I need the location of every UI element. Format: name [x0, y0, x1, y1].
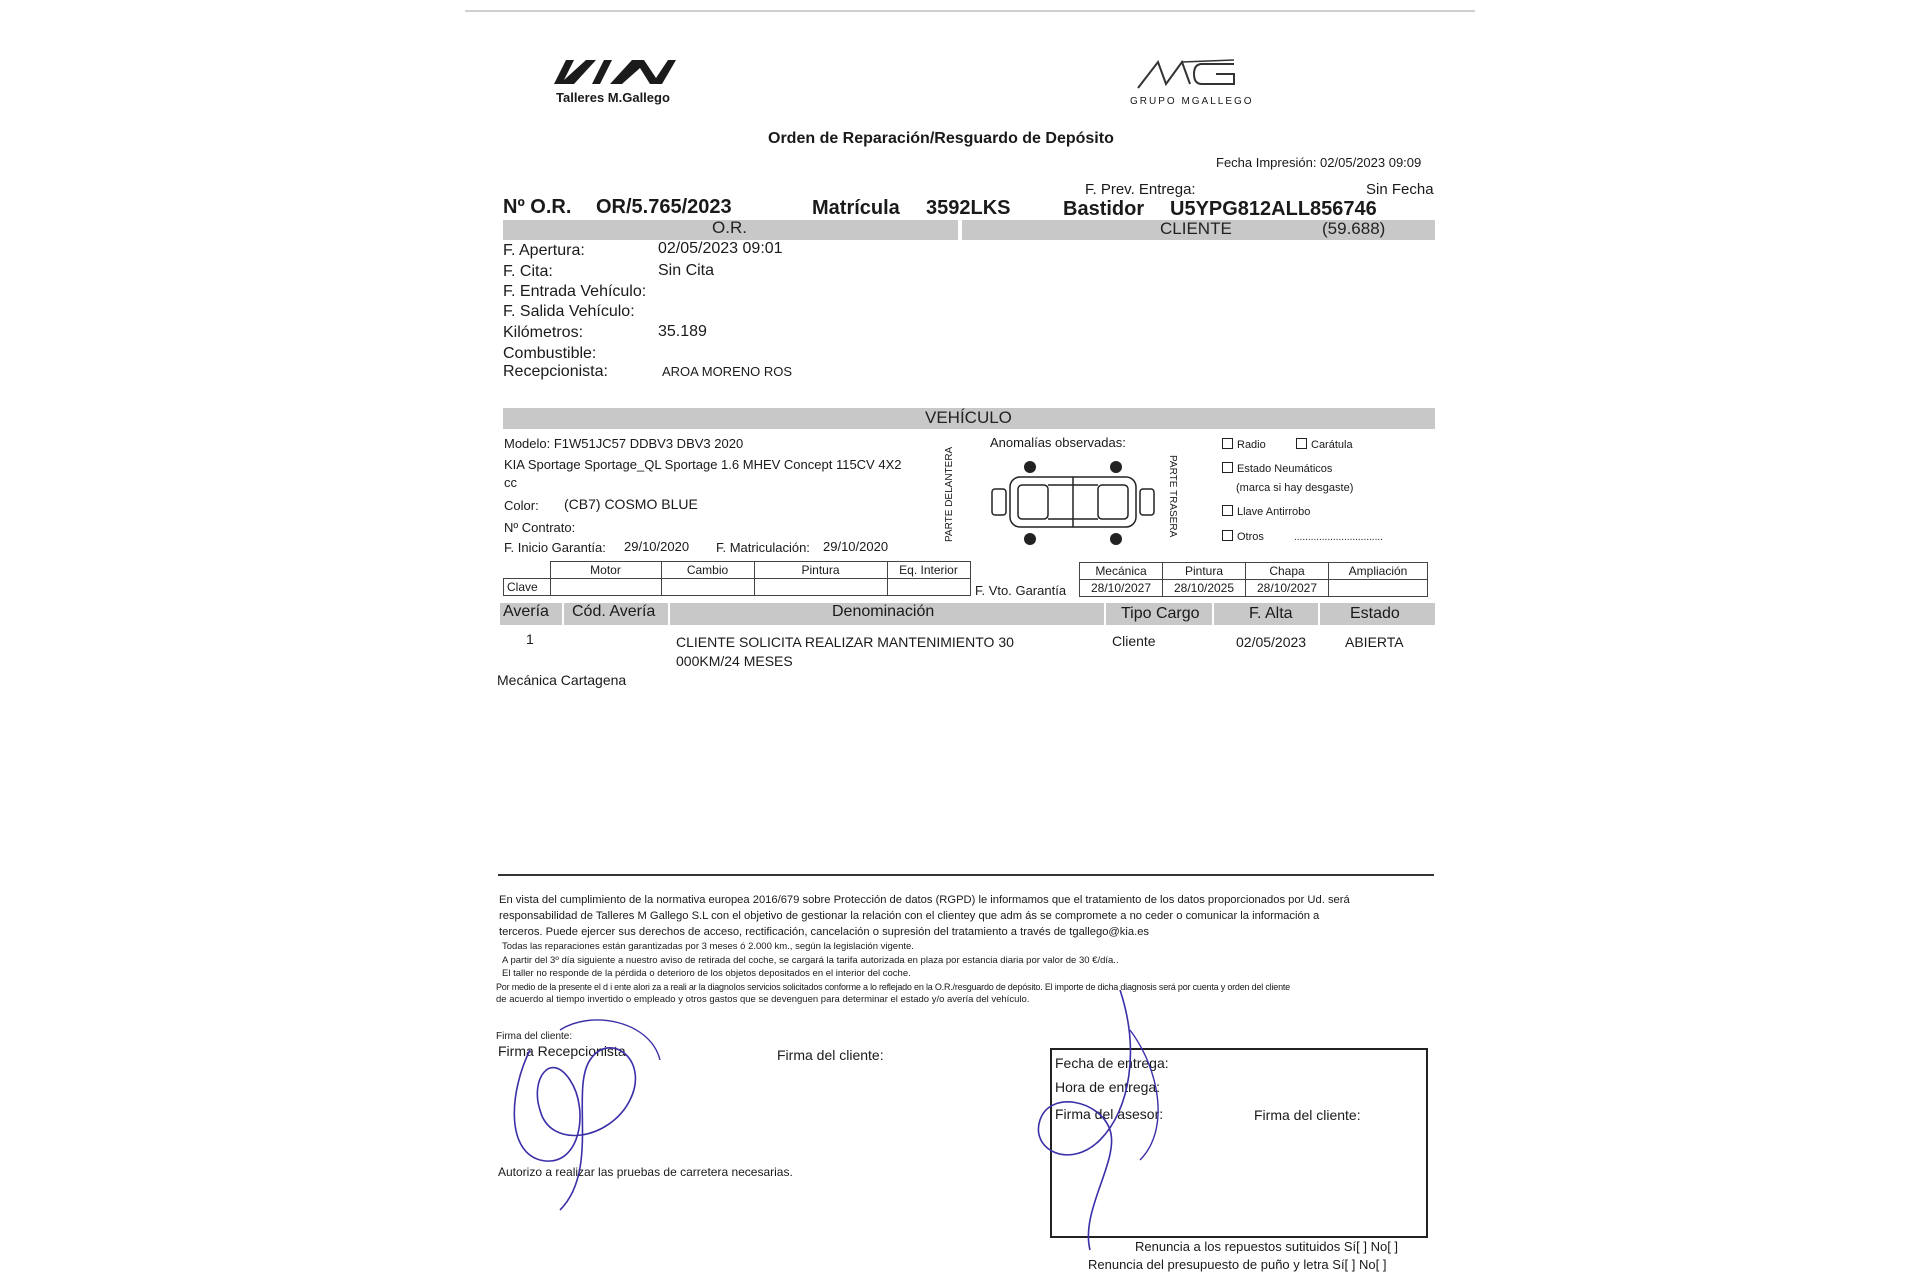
garantia-label: F. Inicio Garantía: [504, 540, 606, 555]
cod-averia-col-header: Cód. Avería [572, 603, 656, 620]
handwritten-signature-right [1020, 990, 1200, 1260]
vto-pintura: 28/10/2025 [1163, 580, 1246, 597]
legal-diagnosis: Por medio de la presente el d i ente aIori za a reali ar la diagnoIos servicios solicitados conforme a lo reflejado en la O.R./resguardo de depósito. El importe de dicha diagnosis será por cuenta y orden del cliente [496, 982, 1290, 992]
brand-subtitle-right: GRUPO MGALLEGO [1130, 96, 1254, 107]
color-label: Color: [504, 498, 539, 513]
averia-denominacion: CLIENTE SOLICITA REALIZAR MANTENIMIENTO 30 [676, 634, 1014, 650]
clave-header-motor: Motor [550, 562, 661, 579]
vto-header-mecanica: Mecánica [1080, 563, 1163, 580]
hora-entrega-label: Hora de entrega: [1055, 1079, 1161, 1095]
field-value: AROA MORENO ROS [662, 364, 793, 379]
vto-header-ampliacion: Ampliación [1329, 563, 1428, 580]
legal-garantia: Todas las reparaciones están garantizadas por 3 meses ó 2.000 km., según la legislación vigente. [502, 941, 914, 952]
vto-garantia-label: F. Vto. Garantía [975, 583, 1067, 598]
vto-header-chapa: Chapa [1246, 563, 1329, 580]
check-radio[interactable]: Radio [1222, 438, 1266, 451]
or-number-value: OR/5.765/2023 [596, 196, 732, 218]
matriculacion-value: 29/10/2020 [823, 539, 889, 554]
vehicle-description: KIA Sportage Sportage_QL Sportage 1.6 MHEV Concept 115CV 4X2 [504, 457, 902, 472]
f-alta-col-header: F. Alta [1249, 605, 1293, 622]
field-value: 35.189 [658, 323, 707, 340]
fecha-entrega-label: Fecha de entrega: [1055, 1055, 1169, 1071]
clave-header-eq-interior: Eq. Interior [887, 562, 970, 579]
check-llave[interactable]: Llave Antirrobo [1222, 505, 1310, 518]
legal-objetos: El taller no responde de la pérdida o deterioro de los objetos depositados en el interior del coche. [502, 968, 911, 979]
cliente-section-label: CLIENTE [1160, 219, 1232, 238]
matriculacion-label: F. Matriculación: [716, 540, 810, 555]
field-label: F. Entrada Vehículo: [503, 283, 647, 300]
separator-line [498, 874, 1434, 876]
firma-cliente-label: Firma del cliente: [777, 1047, 884, 1063]
vto-garantia-table [1079, 562, 1428, 597]
prev-entrega-label: F. Prev. Entrega: [1085, 181, 1196, 198]
field-value: 02/05/2023 09:01 [658, 240, 783, 257]
prev-entrega-value: Sin Fecha [1366, 181, 1434, 198]
matricula-value: 3592LKS [926, 197, 1011, 219]
handwritten-signature-left [500, 990, 700, 1220]
clave-cambio [661, 579, 754, 596]
denominacion-col-header: Denominación [832, 603, 935, 620]
field-label: F. Salida Vehículo: [503, 303, 635, 320]
firma-cliente-small: Firma del cliente: [496, 1031, 573, 1042]
color-value: (CB7) COSMO BLUE [564, 496, 698, 512]
field-label: F. Cita: [503, 263, 553, 280]
garantia-value: 29/10/2020 [624, 539, 690, 554]
autorizo-text: Autorizo a realizar las pruebas de carretera necesarias. [498, 1165, 793, 1179]
check-otros[interactable]: Otros [1222, 530, 1264, 543]
otros-dots: ................................ [1294, 532, 1383, 543]
brand-subtitle-left: Talleres M.Gallego [556, 90, 670, 105]
document-title: Orden de Reparación/Resguardo de Depósito [768, 130, 1114, 147]
clave-header-pintura: Pintura [754, 562, 887, 579]
matricula-label: Matrícula [812, 197, 900, 219]
vto-mecanica: 28/10/2027 [1080, 580, 1163, 597]
vehicle-description-cont: cc [504, 475, 517, 490]
or-number-label: Nº O.R. [503, 196, 572, 218]
averia-num: 1 [526, 631, 534, 647]
cliente-number: (59.688) [1322, 219, 1386, 238]
clave-motor [550, 579, 661, 596]
averia-tipo-cargo: Cliente [1112, 633, 1156, 649]
field-value: Sin Cita [658, 262, 715, 279]
firma-cliente-box-label: Firma del cliente: [1254, 1107, 1361, 1123]
clave-pintura [754, 579, 887, 596]
neumaticos-note: (marca si hay desgaste) [1236, 482, 1354, 494]
clave-table [503, 561, 971, 596]
check-neumaticos[interactable]: Estado Neumáticos [1222, 462, 1332, 475]
legal-estancia: A partir del 3º día siguiente a nuestro aviso de retirada del coche, se cargará la tarifa autorizada en plaza por estancia diaria por valor de 30 €/día.. [502, 955, 1119, 966]
clave-row-label: Clave [504, 579, 551, 596]
print-date: Fecha Impresión: 02/05/2023 09:09 [1216, 155, 1422, 170]
renuncia-presupuesto: Renuncia del presupuesto de puño y letra Sí[ ] No[ ] [1088, 1257, 1387, 1272]
legal-diagnosis-cont: de acuerdo al tiempo invertido o empleado y otros gastos que se devenguen para determinar el estado y/o avería del vehículo. [496, 994, 1030, 1005]
workshop-name: Mecánica Cartagena [497, 672, 627, 688]
averia-col-header: Avería [503, 603, 549, 620]
vto-chapa: 28/10/2027 [1246, 580, 1329, 597]
vehiculo-section-label: VEHÍCULO [925, 408, 1012, 427]
car-diagram [988, 455, 1158, 550]
check-caratula[interactable]: Carátula [1296, 438, 1353, 451]
averia-denominacion-cont: 000KM/24 MESES [676, 653, 793, 669]
vto-ampliacion [1329, 580, 1428, 597]
parte-delantera-label: PARTE DELANTERA [944, 446, 955, 542]
clave-header-cambio: Cambio [661, 562, 754, 579]
parte-trasera-label: PARTE TRASERA [1167, 455, 1178, 538]
legal-paragraph: En vista del cumplimiento de la normativa europea 2016/679 sobre Protección de datos (RGPD) le informamos que el tratamiento de los datos proporcionados por Ud. será responsabilidad de Talleres M Gallego S.L con el objetivo de gestionar la relación con el clientey que adm ás se compromete a no ceder o comunicar la información a terceros. Puede ejercer sus derechos de acceso, rectificación, cancelación o supresión del tratamiento a través de tgallego@kia.es [499, 894, 1350, 938]
vehicle-model: Modelo: F1W51JC57 DDBV3 DBV3 2020 [504, 436, 744, 451]
kia-logo [552, 54, 692, 95]
firma-asesor-label: Firma del asesor: [1055, 1106, 1164, 1122]
bastidor-value: U5YPG812ALL856746 [1170, 198, 1377, 220]
renuncia-repuestos: Renuncia a los repuestos sutituidos Sí[ ] No[ ] [1135, 1239, 1399, 1254]
or-section-label: O.R. [712, 218, 747, 237]
clave-eq-interior [887, 579, 970, 596]
vto-header-pintura: Pintura [1163, 563, 1246, 580]
anomalias-label: Anomalías observadas: [990, 435, 1126, 450]
tipo-cargo-col-header: Tipo Cargo [1121, 605, 1200, 622]
averia-f-alta: 02/05/2023 [1236, 634, 1307, 650]
firma-recepcionista-label: Firma Recepcionista [498, 1043, 626, 1059]
contrato-label: Nº Contrato: [504, 520, 576, 535]
estado-col-header: Estado [1350, 605, 1400, 622]
averia-estado: ABIERTA [1345, 634, 1404, 650]
page-top-edge [465, 10, 1475, 12]
mgallego-logo [1130, 54, 1280, 99]
bastidor-label: Bastidor [1063, 198, 1145, 220]
field-label: F. Apertura: [503, 242, 585, 259]
field-label: Combustible: [503, 345, 597, 362]
field-label: Kilómetros: [503, 324, 584, 341]
field-label: Recepcionista: [503, 363, 608, 380]
